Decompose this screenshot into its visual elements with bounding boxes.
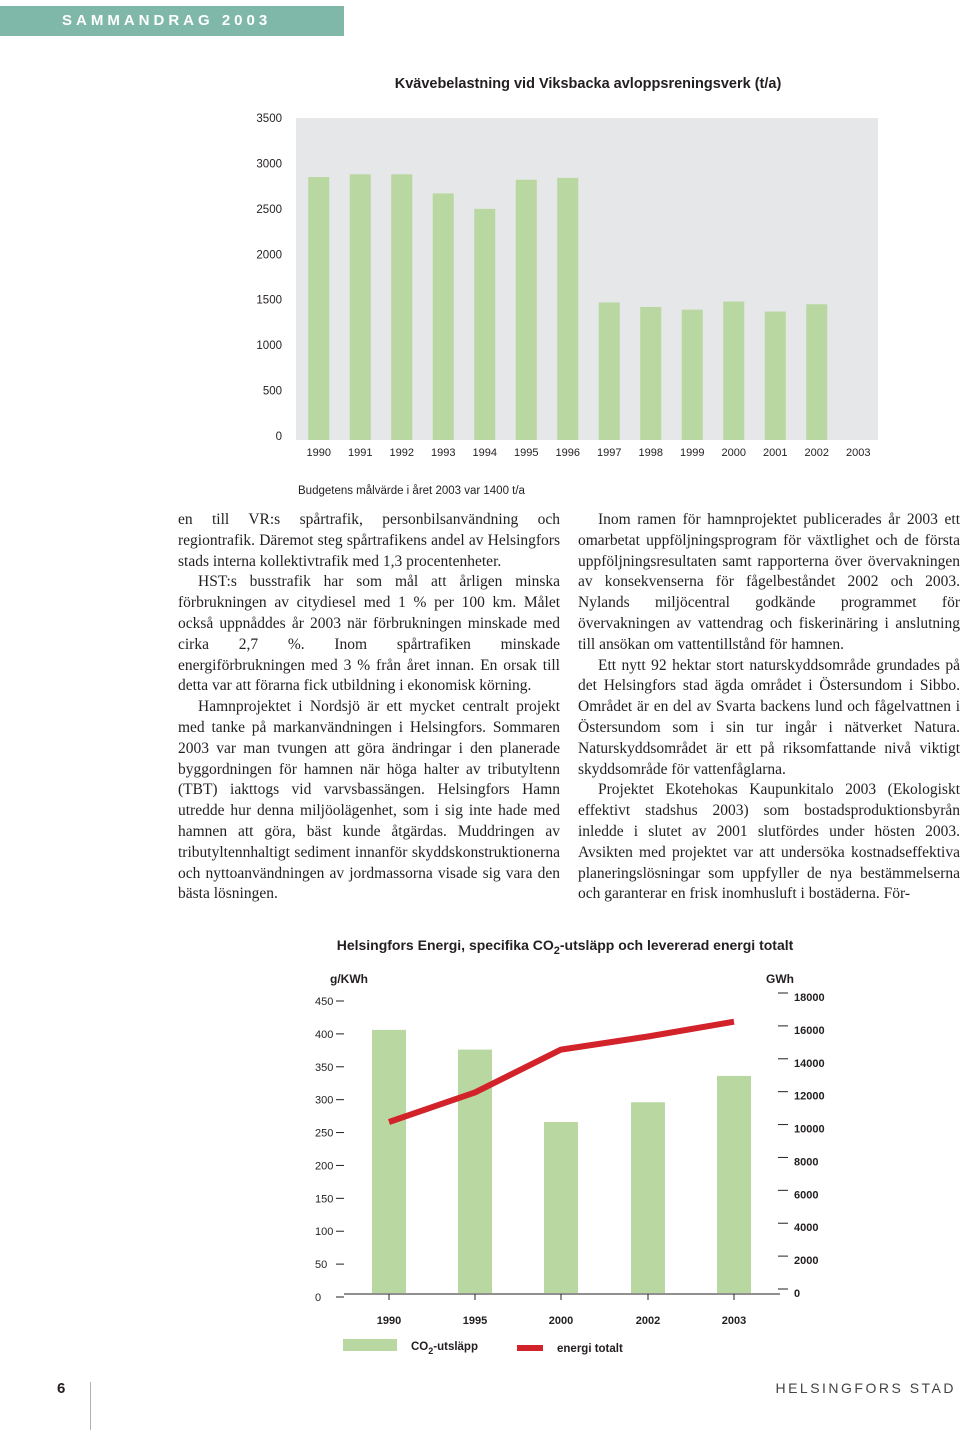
chart1-y-tick: 2500 [256, 203, 282, 216]
chart1-x-tick: 2002 [804, 447, 829, 459]
chart2-left-tick: 50 [315, 1259, 328, 1272]
body-column-right [578, 510, 960, 905]
footer-divider [90, 1382, 91, 1430]
legend-energy-label: energi totalt [557, 1343, 623, 1355]
chart2-x-tick: 2000 [548, 1315, 574, 1327]
legend-co2-swatch [343, 1339, 397, 1351]
chart2-bar [631, 1102, 665, 1293]
chart2-left-tick: 0 [315, 1292, 322, 1304]
chart2-left-unit: g/KWh [330, 972, 368, 986]
chart1-y-tick: 3000 [256, 158, 282, 171]
chart2-left-tick: 150 [315, 1193, 334, 1206]
chart1-bar [682, 310, 703, 440]
chart2-right-tick: 4000 [794, 1222, 819, 1235]
chart1-bar [308, 177, 329, 440]
chart1-bar [557, 178, 578, 440]
chart1-x-tick: 1992 [389, 447, 414, 459]
chart2-left-tick: 250 [315, 1127, 334, 1140]
chart1-x-tick: 1996 [555, 447, 580, 459]
chart2-right-tick: 8000 [794, 1156, 819, 1169]
chart2-bar [372, 1030, 406, 1293]
legend-energy-swatch [517, 1345, 543, 1351]
chart1-caption: Budgetens målvärde i året 2003 var 1400 t/a [298, 485, 525, 497]
chart1-plot-area [296, 118, 878, 440]
chart1-bar [433, 193, 454, 440]
chart1-y-tick: 2000 [256, 249, 282, 262]
chart1-bar [640, 307, 661, 440]
chart1-title: Kvävebelastning vid Viksbacka avloppsreningsverk (t/a) [394, 76, 782, 92]
chart1-bar [350, 174, 371, 440]
chart1-x-tick: 1999 [680, 447, 705, 459]
chart2-left-tick: 300 [315, 1094, 334, 1107]
chart2-bar [458, 1050, 492, 1293]
chart1-x-tick: 2001 [763, 447, 788, 459]
chart1-y-tick: 3500 [256, 113, 282, 125]
chart1-x-tick: 1993 [431, 447, 456, 459]
chart2-right-tick: 6000 [794, 1189, 819, 1202]
chart2-energy-line [389, 1022, 734, 1122]
nitrogen-load-chart [0, 0, 960, 500]
chart1-x-tick: 2000 [721, 447, 746, 459]
chart2-right-unit: GWh [766, 972, 794, 986]
chart2-right-tick: 16000 [794, 1024, 825, 1037]
chart1-x-tick: 1990 [306, 447, 331, 459]
chart2-x-tick: 2002 [635, 1315, 661, 1327]
chart1-x-tick: 1998 [638, 447, 663, 459]
body-paragraph: Ett nytt 92 hektar stort naturskyddsområde grundades på det Helsingfors stad ägda området i Östersundom i Sibbo. Området är en del av Svarta backens lund och fågelvattnen i Östersundom som i sin tur ingår i nätverket Natura. Naturskyddsområdet är ett på riksomfattande nivå viktigt skyddsområde för vattenfåglarna. [578, 656, 960, 778]
chart2-right-tick: 18000 [794, 992, 825, 1004]
chart2-right-tick: 12000 [794, 1090, 825, 1103]
body-paragraph: Inom ramen för hamnprojektet publicerades år 2003 ett omarbetat uppföljningsprogram för växtlighet och de första uppföljningsresultaten samt rapporterna över övervakningen av konsekvenserna för fågelbeståndet 2002 och 2003. Nylands miljöcentral godkände programmet för övervakningen av vattendrag och fiskerinäring i anslutning till ansökan om vattentillstånd för hamnen. [578, 511, 960, 653]
chart2-right-tick: 10000 [794, 1123, 825, 1136]
chart1-bar [806, 304, 827, 440]
chart1-bar [765, 312, 786, 440]
chart2-right-tick: 0 [794, 1288, 801, 1300]
chart2-bar [717, 1076, 751, 1293]
section-title: SAMMANDRAG 2003 [62, 12, 272, 29]
chart1-bar [723, 302, 744, 440]
body-column-left [178, 510, 560, 905]
chart2-left-tick: 400 [315, 1028, 334, 1041]
legend-co2-label: $CO_2$-utsläpp [411, 1341, 478, 1356]
chart1-y-tick: 500 [262, 385, 282, 398]
chart1-x-tick: 1995 [514, 447, 539, 459]
chart1-y-tick: 0 [275, 431, 282, 443]
chart1-bar [474, 209, 495, 440]
chart1-bar [516, 180, 537, 440]
chart2-x-tick: 1990 [376, 1315, 402, 1327]
chart2-left-tick: 100 [315, 1226, 334, 1239]
body-paragraph: Projektet Ekotehokas Kaupunkitalo 2003 (Ekologiskt effektivt stadshus 2003) som bostadsproduktionsbyrån inledde i slutet av 2001 slutfördes under hösten 2003. Avsikten med projektet var att undersöka kostnadseffektiva planeringslösningar som uppfyller de nya bestämmelserna och garanterar en frisk inomhusluft i bostäderna. För- [578, 781, 960, 903]
chart1-y-tick: 1000 [256, 340, 282, 353]
chart2-left-tick: 350 [315, 1061, 334, 1074]
chart1-y-tick: 1500 [256, 294, 282, 307]
body-paragraph: en till VR:s spårtrafik, personbilsanvändning och regiontrafik. Däremot steg spårtrafikens andel av Helsingfors stads interna kollektivtrafik med 1,3 procentenheter. [178, 511, 560, 570]
body-paragraph: HST:s busstrafik har som mål att årligen minska förbrukningen av citydiesel med 1 % per 100 km. Målet också uppnåddes år 2003 när förbrukningen minskade med cirka 2,7 %. Inom spårtrafiken minskade energiförbrukningen med 3 % från året innan. En orsak till detta var att förarna fick utbildning i ekonomisk körning. [178, 573, 560, 695]
body-paragraph: Hamnprojektet i Nordsjö är ett mycket centralt projekt med tanke på markanvändningen i Helsingfors. Sommaren 2003 var man tvungen att göra ändringar i den planerade byggordningen för hamnen när höga halter av tributyltenn (TBT) iakttogs vid varvsbassängen. Helsingfors Hamn utredde hur denna miljöolägenhet, som i sig inte hade med hamnen att göra, bäst kunde åtgärdas. Muddringen av tributyltennhaltigt sediment innanför skyddskonstruktionerna och nyttoanvändningen av jordmassorna visade sig vara den bästa lösningen. [178, 698, 560, 903]
chart1-x-tick: 1994 [472, 447, 497, 459]
chart2-bar [544, 1122, 578, 1293]
chart2-right-tick: 14000 [794, 1057, 825, 1070]
chart2-x-tick: 1995 [462, 1315, 488, 1327]
chart1-x-tick: 2003 [846, 447, 871, 459]
chart2-right-tick: 2000 [794, 1255, 819, 1268]
page-number: 6 [57, 1380, 66, 1397]
chart1-x-tick: 1997 [597, 447, 622, 459]
chart1-bar [599, 302, 620, 440]
chart2-x-tick: 2003 [721, 1315, 747, 1327]
chart1-bar [391, 174, 412, 440]
chart2-left-tick: 450 [315, 996, 334, 1008]
publisher-name: HELSINGFORS STAD [775, 1380, 956, 1396]
chart1-x-tick: 1991 [348, 447, 373, 459]
chart2-title: Helsingfors Energi, specifika $CO_2$-utsläpp och levererad energi totalt [336, 937, 794, 957]
chart2-left-tick: 200 [315, 1160, 334, 1173]
